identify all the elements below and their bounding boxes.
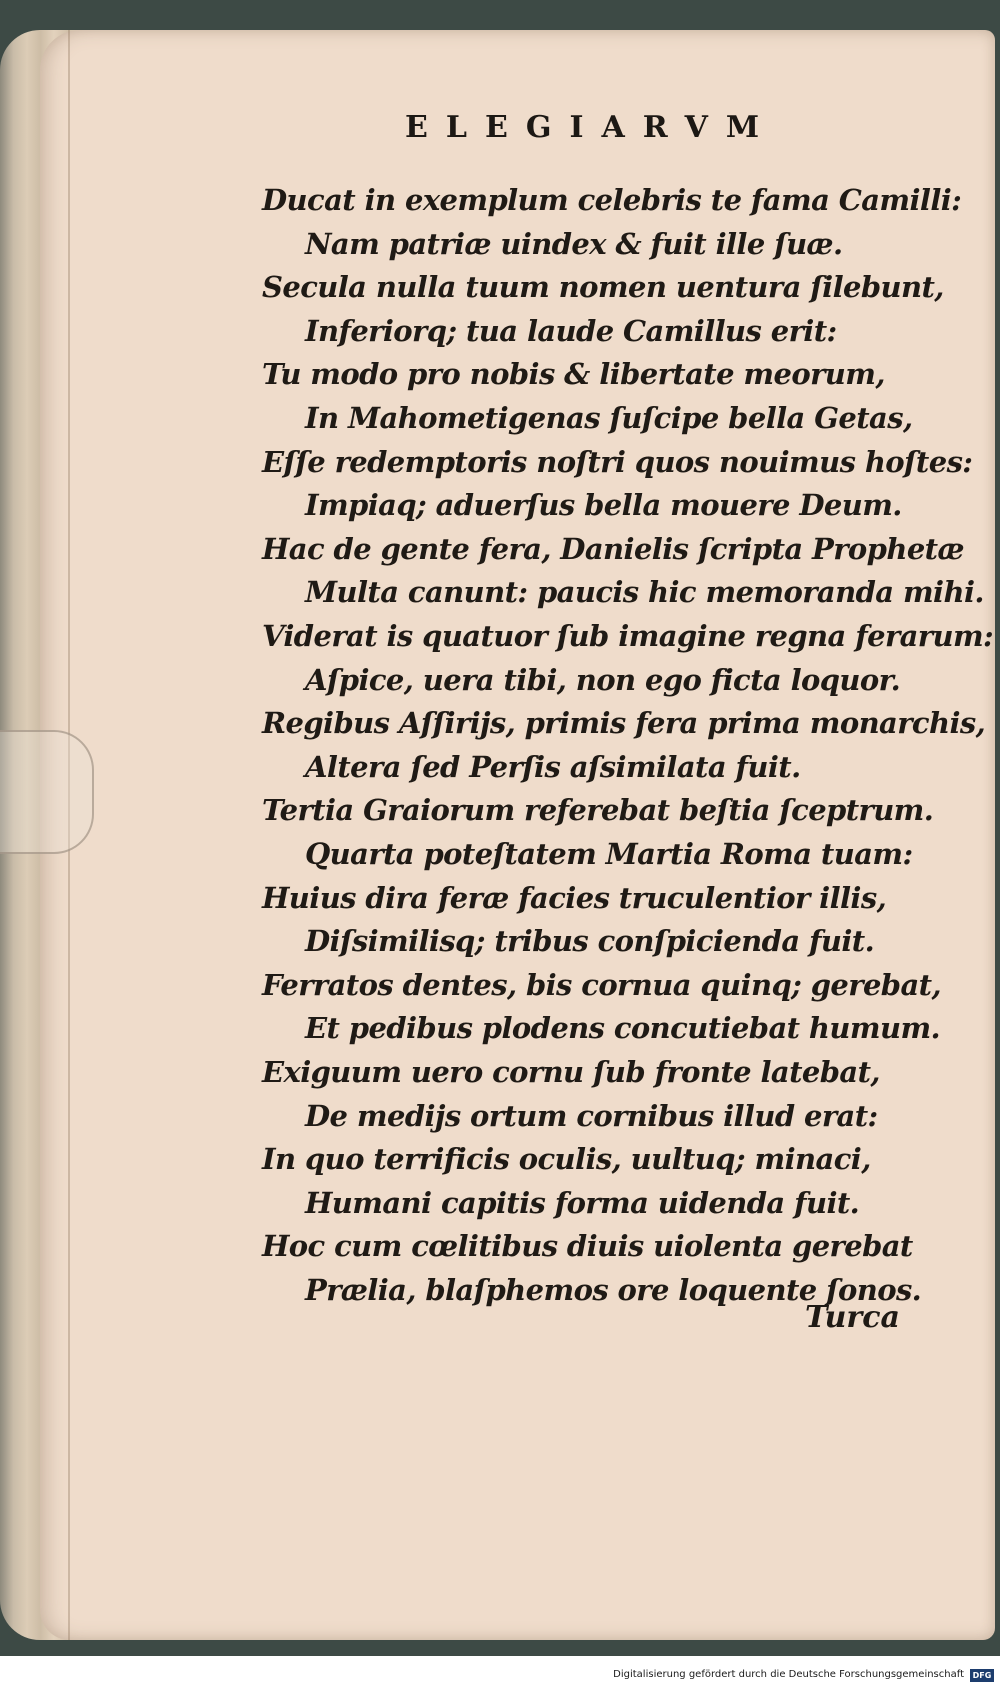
- page-clip: [0, 730, 94, 854]
- verse-line-pentameter: Impiaq; aduerſus bella mouere Deum.: [305, 488, 902, 522]
- verse-line-hexameter: Huius dira feræ facies truculentior illis,: [262, 881, 887, 915]
- running-title: ELEGIARVM: [405, 110, 778, 145]
- verse-line-pentameter: De medijs ortum cornibus illud erat:: [305, 1099, 878, 1133]
- verse-line-pentameter: In Mahometigenas ſuſcipe bella Getas,: [305, 401, 913, 435]
- dfg-logo: DFG: [970, 1669, 994, 1682]
- verse-line-hexameter: Viderat is quatuor ſub imagine regna ferarum:: [262, 619, 994, 653]
- verse-line-hexameter: Hac de gente fera, Danielis ſcripta Prophetæ: [262, 532, 964, 566]
- verse-line-hexameter: Hoc cum cœlitibus diuis uiolenta gerebat: [262, 1229, 913, 1263]
- verse-line-pentameter: Humani capitis forma uidenda fuit.: [305, 1186, 860, 1220]
- footer-credit: Digitalisierung gefördert durch die Deutsche Forschungsgemeinschaft: [613, 1669, 964, 1680]
- verse-line-hexameter: Tu modo pro nobis & libertate meorum,: [262, 357, 885, 391]
- verse-line-pentameter: Diſsimilisq; tribus conſpicienda fuit.: [305, 924, 875, 958]
- verse-line-pentameter: Nam patriæ uindex & fuit ille ſuæ.: [305, 227, 843, 261]
- catchword: Turca: [805, 1300, 900, 1335]
- verse-line-pentameter: Quarta poteſtatem Martia Roma tuam:: [305, 837, 913, 871]
- verse-line-hexameter: Ducat in exemplum celebris te fama Camilli:: [262, 183, 962, 217]
- verse-line-hexameter: Eſſe redemptoris noſtri quos nouimus hoſtes:: [262, 445, 973, 479]
- verse-line-hexameter: In quo terrificis oculis, uultuq; minaci,: [262, 1142, 871, 1176]
- verse-line-pentameter: Aſpice, uera tibi, non ego ficta loquor.: [305, 663, 901, 697]
- verse-line-pentameter: Altera ſed Perſis aſsimilata fuit.: [305, 750, 801, 784]
- verse-line-hexameter: Regibus Aſſirijs, primis fera prima monarchis,: [262, 706, 986, 740]
- verse-line-hexameter: Exiguum uero cornu ſub fronte latebat,: [262, 1055, 880, 1089]
- verse-line-hexameter: Ferratos dentes, bis cornua quinq; gerebat,: [262, 968, 941, 1002]
- verse-line-pentameter: Et pedibus plodens concutiebat humum.: [305, 1011, 941, 1045]
- verse-line-pentameter: Inferiorq; tua laude Camillus erit:: [305, 314, 837, 348]
- verse-line-hexameter: Secula nulla tuum nomen uentura ſilebunt,: [262, 270, 944, 304]
- verse-line-hexameter: Tertia Graiorum referebat beſtia ſceptrum.: [262, 793, 934, 827]
- verse-line-pentameter: Multa canunt: paucis hic memoranda mihi.: [305, 575, 984, 609]
- verse-line-pentameter: Prælia, blaſphemos ore loquente ſonos.: [305, 1273, 922, 1307]
